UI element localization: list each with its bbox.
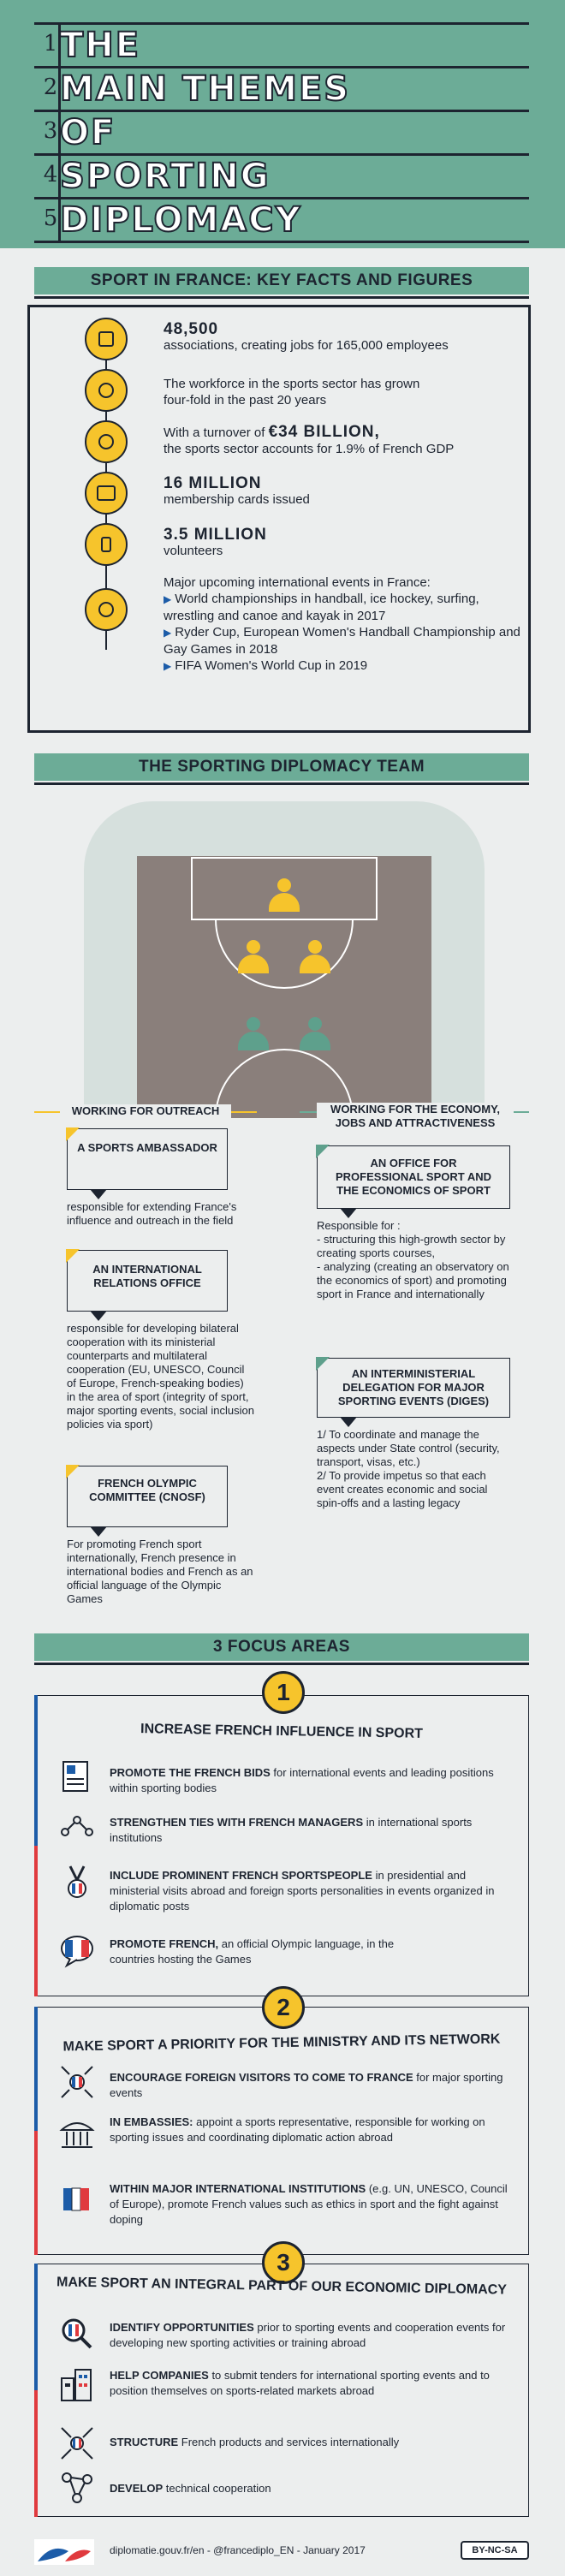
team-member-figure bbox=[298, 940, 332, 974]
focus-item-bold: INCLUDE PROMINENT FRENCH SPORTSPEOPLE bbox=[110, 1869, 372, 1882]
focus-item bbox=[110, 2070, 512, 2101]
role-name: A SPORTS AMBASSADOR bbox=[77, 1141, 217, 1154]
focus-item-text: for international events and leading positions within sporting bodies bbox=[110, 1766, 494, 1794]
focus-item bbox=[110, 1868, 512, 1914]
card-icon bbox=[85, 472, 128, 515]
divider bbox=[34, 296, 529, 299]
fact-text: membership cards issued bbox=[164, 492, 310, 507]
focus-item-bold: ENCOURAGE FOREIGN VISITORS TO COME TO FRANCE bbox=[110, 2071, 413, 2084]
focus-item bbox=[110, 2320, 512, 2351]
team-member-figure bbox=[298, 1017, 332, 1051]
team-section-title: THE SPORTING DIPLOMACY TEAM bbox=[34, 753, 529, 781]
focus-item-text: French products and services internationally bbox=[178, 2436, 400, 2448]
role-name: AN OFFICE FOR PROFESSIONAL SPORT AND THE ECONOMICS OF SPORT bbox=[335, 1157, 492, 1197]
focus-item-bold: WITHIN MAJOR INTERNATIONAL INSTITUTIONS bbox=[110, 2182, 366, 2195]
magnifier-icon bbox=[58, 2315, 96, 2353]
role-description bbox=[317, 1219, 510, 1301]
fact-item bbox=[164, 321, 532, 354]
focus-item-bold: STRENGTHEN TIES WITH FRENCH MANAGERS bbox=[110, 1816, 364, 1829]
focus-item-text: prior to sporting events and cooperation events for developing new sporting activities or training abroad bbox=[110, 2321, 506, 2349]
worker-icon bbox=[85, 369, 128, 412]
medal-icon bbox=[85, 588, 128, 631]
medal-icon bbox=[58, 1863, 96, 1901]
flag-stripe bbox=[34, 2390, 38, 2517]
role-diges bbox=[317, 1358, 510, 1418]
title-line: OF bbox=[60, 113, 116, 152]
footer bbox=[0, 2525, 565, 2576]
focus-section-title: 3 FOCUS AREAS bbox=[34, 1633, 529, 1661]
outreach-column-title: WORKING FOR OUTREACH bbox=[60, 1104, 231, 1118]
focus-item-bold: STRUCTURE bbox=[110, 2436, 179, 2448]
focus-item-text: in international sports institutions bbox=[110, 1816, 473, 1844]
speech-bubble-icon bbox=[58, 1931, 96, 1969]
title-line: DIPLOMACY bbox=[60, 200, 302, 240]
fact-text: volunteers bbox=[164, 544, 223, 558]
role-desc-line: 1/ To coordinate and manage the aspects under State control (security, transport, visas, etc.) bbox=[317, 1428, 500, 1468]
divider bbox=[34, 782, 529, 785]
building-icon bbox=[85, 318, 128, 360]
role-name: AN INTERNATIONAL RELATIONS OFFICE bbox=[92, 1263, 202, 1289]
focus-item bbox=[110, 2181, 512, 2228]
fact-item bbox=[164, 527, 532, 559]
divider bbox=[34, 197, 529, 199]
role-olympic-committee bbox=[67, 1466, 228, 1527]
flag-stripe bbox=[34, 1695, 38, 1846]
events-block bbox=[164, 574, 532, 675]
header bbox=[0, 0, 565, 248]
government-logo bbox=[34, 2539, 94, 2565]
arrows-in-icon bbox=[58, 2063, 96, 2101]
fact-item bbox=[164, 376, 420, 408]
fact-pre: With a turnover of bbox=[164, 425, 265, 440]
focus-item-text: technical cooperation bbox=[163, 2482, 271, 2495]
fact-text: associations, creating jobs for 165,000 employees bbox=[164, 338, 449, 353]
line-number: 2 bbox=[43, 74, 58, 100]
role-name: AN INTERMINISTERIAL DELEGATION FOR MAJOR SPORTING EVENTS (DIGES) bbox=[337, 1367, 490, 1407]
focus-number-badge: 2 bbox=[262, 1986, 305, 2029]
line-number: 1 bbox=[43, 31, 58, 57]
flag-icon bbox=[58, 2181, 96, 2219]
network-icon bbox=[58, 1808, 96, 1846]
focus-item-bold: PROMOTE THE FRENCH BIDS bbox=[110, 1766, 271, 1779]
focus-item bbox=[110, 1765, 512, 1796]
focus-item bbox=[110, 2481, 512, 2496]
role-name: FRENCH OLYMPIC COMMITTEE (CNOSF) bbox=[89, 1477, 205, 1503]
court bbox=[137, 856, 431, 1118]
focus-item-text: to submit tenders for international sporting events and to position themselves on sports-related markets abroad bbox=[110, 2369, 490, 2397]
team-member-figure bbox=[267, 878, 301, 913]
footer-credit: diplomatie.gouv.fr/en - @francediplo_EN - January 2017 bbox=[110, 2544, 366, 2556]
focus-item-bold: DEVELOP bbox=[110, 2482, 164, 2495]
focus-item-bold: IDENTIFY OPPORTUNITIES bbox=[110, 2321, 254, 2334]
line-number: 3 bbox=[43, 118, 58, 144]
team-member-figure bbox=[236, 1017, 271, 1051]
buildings-icon bbox=[58, 2366, 96, 2404]
divider bbox=[34, 110, 529, 112]
focus-area-title: MAKE SPORT A PRIORITY FOR THE MINISTRY AND ITS NETWORK bbox=[62, 2032, 501, 2055]
fact-item bbox=[164, 424, 532, 457]
document-icon bbox=[58, 1757, 96, 1794]
title-line: MAIN THEMES bbox=[60, 69, 351, 109]
focus-item-bold: PROMOTE FRENCH, bbox=[110, 1937, 219, 1950]
molecule-icon bbox=[58, 2469, 96, 2507]
focus-item bbox=[110, 1936, 435, 1967]
role-desc-line: - analyzing (creating an observatory on the economics of sport) and promoting sport in France and internationally bbox=[317, 1260, 509, 1300]
facts-box bbox=[27, 305, 531, 733]
focus-item bbox=[110, 2435, 512, 2450]
title-line: SPORTING bbox=[60, 157, 271, 196]
divider bbox=[34, 1663, 529, 1665]
focus-item bbox=[110, 2368, 512, 2399]
title-line: THE bbox=[60, 26, 141, 65]
role-desc-line: - structuring this high-growth sector by creating sports courses, bbox=[317, 1233, 506, 1259]
fact-figure: 3.5 MILLION bbox=[164, 526, 267, 544]
facts-section-title: SPORT IN FRANCE: KEY FACTS AND FIGURES bbox=[34, 267, 529, 294]
divider bbox=[34, 153, 529, 156]
focus-number-badge: 1 bbox=[262, 1671, 305, 1714]
divider bbox=[34, 22, 529, 25]
fact-item bbox=[164, 475, 532, 508]
role-description: responsible for extending France's influence and outreach in the field bbox=[67, 1200, 237, 1227]
focus-item-text: in presidential and ministerial visits abroad and foreign sports personalities in events organized in diplomatic posts bbox=[110, 1869, 495, 1913]
line-number: 5 bbox=[43, 205, 58, 231]
flag-stripe bbox=[34, 2007, 38, 2131]
fact-figure: 48,500 bbox=[164, 320, 219, 338]
focus-number-badge: 3 bbox=[262, 2241, 305, 2284]
focus-item-text: an official Olympic language, in the countries hosting the Games bbox=[110, 1937, 395, 1966]
focus-item-text: (e.g. UN, UNESCO, Council of Europe), promote French values such as ethics in sport and the fight against doping bbox=[110, 2182, 508, 2226]
license-badge: BY-NC-SA bbox=[461, 2541, 529, 2560]
focus-area-title: INCREASE FRENCH INFLUENCE IN SPORT bbox=[140, 1722, 424, 1741]
line-number: 4 bbox=[43, 162, 58, 187]
arrows-out-icon bbox=[58, 2424, 96, 2462]
role-description: responsible for developing bilateral cooperation with its ministerial counterparts and multilateral cooperation (EU, UNESCO, Council of Europe, French-speaking bodies) in the area of sport (integrity of sport, major sporting events, social inclusion policies via sport) bbox=[67, 1322, 254, 1431]
event-bullet: ▶ World championships in handball, ice hockey, surfing, wrestling and canoe and kayak in 2017 bbox=[164, 591, 532, 624]
role-description: For promoting French sport internationally, French presence in international bodies and French as an official language of the Olympic Games bbox=[67, 1538, 253, 1605]
fact-text: The workforce in the sports sector has grown four-fold in the past 20 years bbox=[164, 377, 420, 408]
fact-figure: 16 MILLION bbox=[164, 474, 262, 492]
event-bullet: ▶ Ryder Cup, European Women's Handball Championship and Gay Games in 2018 bbox=[164, 624, 532, 657]
focus-item-text: appoint a sports representative, responsible for working on sporting issues and coordinating diplomatic action abroad bbox=[110, 2115, 485, 2144]
events-heading: Major upcoming international events in France: bbox=[164, 575, 431, 590]
focus-item bbox=[110, 1815, 512, 1846]
event-bullet: ▶ FIFA Women's World Cup in 2019 bbox=[164, 657, 532, 675]
thumbs-up-icon bbox=[85, 523, 128, 566]
divider bbox=[34, 241, 529, 243]
economy-column-title: WORKING FOR THE ECONOMY, JOBS AND ATTRACTIVENESS bbox=[317, 1103, 514, 1130]
role-desc-line: 2/ To provide impetus so that each event creates economic and social spin-offs and a lasting legacy bbox=[317, 1469, 488, 1509]
focus-item-bold: HELP COMPANIES bbox=[110, 2369, 209, 2382]
flag-stripe bbox=[34, 1846, 38, 1996]
coin-icon bbox=[85, 420, 128, 463]
focus-area-title: MAKE SPORT AN INTEGRAL PART OF OUR ECONOMIC DIPLOMACY bbox=[56, 2275, 508, 2298]
flag-stripe bbox=[34, 2131, 38, 2255]
role-professional-sport-office bbox=[317, 1145, 510, 1209]
role-desc-head: Responsible for : bbox=[317, 1219, 401, 1232]
focus-item-text: for major sporting events bbox=[110, 2071, 503, 2099]
role-sports-ambassador bbox=[67, 1128, 228, 1190]
role-international-relations bbox=[67, 1250, 228, 1312]
focus-item bbox=[110, 2115, 512, 2145]
team-member-figure bbox=[236, 940, 271, 974]
role-description bbox=[317, 1428, 510, 1510]
fact-text: the sports sector accounts for 1.9% of French GDP bbox=[164, 442, 455, 456]
embassy-icon bbox=[58, 2115, 96, 2152]
divider bbox=[34, 66, 529, 68]
focus-item-bold: IN EMBASSIES: bbox=[110, 2115, 193, 2128]
fact-figure: €34 BILLION, bbox=[268, 423, 380, 441]
